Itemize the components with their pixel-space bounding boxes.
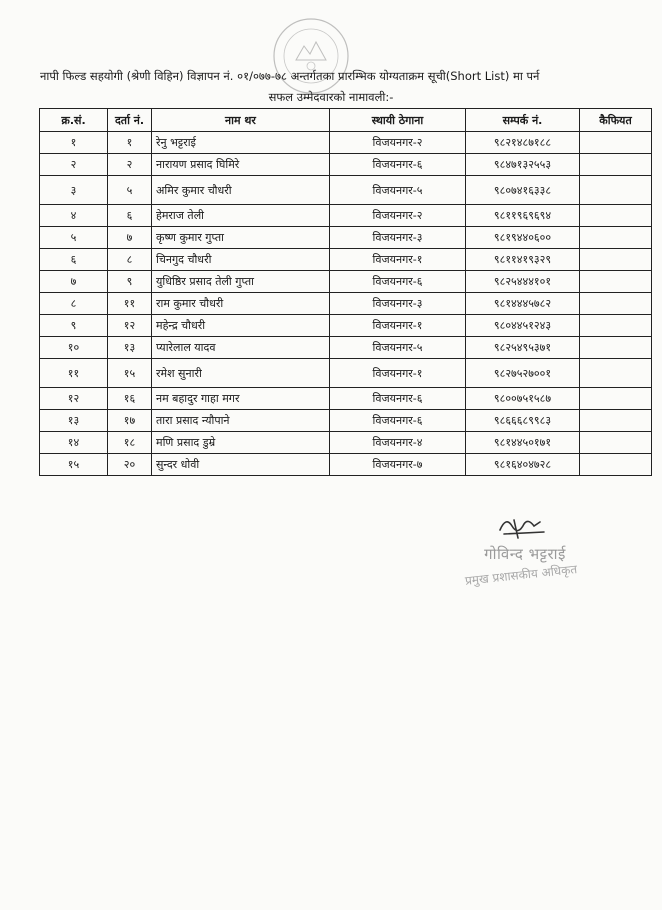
cell-registration: २० xyxy=(108,454,152,476)
table-row xyxy=(40,271,652,293)
cell-contact: ९८६६६८९९८३ xyxy=(466,410,580,432)
handwritten-signature xyxy=(494,512,554,542)
cell-contact: ९८२५४४४१०१ xyxy=(466,271,580,293)
cell-contact: ९८२७५२७००१ xyxy=(466,359,580,388)
cell-registration: १६ xyxy=(108,388,152,410)
cell-remarks xyxy=(580,154,652,176)
cell-remarks xyxy=(580,454,652,476)
cell-remarks xyxy=(580,337,652,359)
table-row xyxy=(40,132,652,154)
table-row xyxy=(40,249,652,271)
cell-address: विजयनगर-१ xyxy=(330,249,466,271)
cell-remarks xyxy=(580,359,652,388)
cell-serial: ११ xyxy=(40,359,108,388)
header-name: नाम थर xyxy=(152,109,330,132)
table-row xyxy=(40,154,652,176)
cell-registration: १५ xyxy=(108,359,152,388)
document-subheading: सफल उम्मेदवारको नामावली:- xyxy=(268,90,394,104)
table-row xyxy=(40,293,652,315)
cell-registration: ९ xyxy=(108,271,152,293)
table-row xyxy=(40,454,652,476)
table-row xyxy=(40,315,652,337)
cell-address: विजयनगर-१ xyxy=(330,315,466,337)
table-row xyxy=(40,388,652,410)
cell-serial: ५ xyxy=(40,227,108,249)
cell-address: विजयनगर-२ xyxy=(330,205,466,227)
cell-serial: ६ xyxy=(40,249,108,271)
cell-address: विजयनगर-६ xyxy=(330,154,466,176)
table-row xyxy=(40,410,652,432)
cell-registration: १ xyxy=(108,132,152,154)
cell-name: अमिर कुमार चौधरी xyxy=(152,176,330,205)
cell-contact: ९८२१४८७१८८ xyxy=(466,132,580,154)
cell-name: रमेश सुनारी xyxy=(152,359,330,388)
cell-address: विजयनगर-३ xyxy=(330,293,466,315)
cell-remarks xyxy=(580,293,652,315)
cell-address: विजयनगर-५ xyxy=(330,176,466,205)
table-body xyxy=(40,132,652,476)
cell-registration: १२ xyxy=(108,315,152,337)
cell-serial: १५ xyxy=(40,454,108,476)
cell-remarks xyxy=(580,432,652,454)
cell-registration: १८ xyxy=(108,432,152,454)
cell-address: विजयनगर-६ xyxy=(330,410,466,432)
signatory-name: गोविन्द भट्टराई xyxy=(484,545,566,563)
cell-name: राम कुमार चौधरी xyxy=(152,293,330,315)
cell-registration: ६ xyxy=(108,205,152,227)
cell-address: विजयनगर-१ xyxy=(330,359,466,388)
cell-registration: ८ xyxy=(108,249,152,271)
cell-serial: ४ xyxy=(40,205,108,227)
shortlist-table xyxy=(39,108,652,476)
cell-contact: ९८१४४४५७८२ xyxy=(466,293,580,315)
cell-contact: ९८११९६९६९४ xyxy=(466,205,580,227)
cell-name: युधिष्ठिर प्रसाद तेली गुप्ता xyxy=(152,271,330,293)
header-registration: दर्ता नं. xyxy=(108,109,152,132)
table-row xyxy=(40,337,652,359)
cell-registration: १३ xyxy=(108,337,152,359)
cell-serial: ८ xyxy=(40,293,108,315)
header-address: स्थायी ठेगाना xyxy=(330,109,466,132)
table-row xyxy=(40,227,652,249)
cell-serial: १३ xyxy=(40,410,108,432)
cell-remarks xyxy=(580,388,652,410)
cell-address: विजयनगर-४ xyxy=(330,432,466,454)
cell-remarks xyxy=(580,205,652,227)
cell-address: विजयनगर-६ xyxy=(330,271,466,293)
header-serial: क्र.सं. xyxy=(40,109,108,132)
header-contact: सम्पर्क नं. xyxy=(466,109,580,132)
table-row xyxy=(40,176,652,205)
cell-registration: २ xyxy=(108,154,152,176)
cell-name: रेनु भट्टराई xyxy=(152,132,330,154)
table-row xyxy=(40,432,652,454)
cell-serial: १४ xyxy=(40,432,108,454)
cell-serial: १ xyxy=(40,132,108,154)
cell-serial: १२ xyxy=(40,388,108,410)
cell-serial: १० xyxy=(40,337,108,359)
cell-contact: ९८१९४४०६०० xyxy=(466,227,580,249)
cell-serial: २ xyxy=(40,154,108,176)
cell-registration: ७ xyxy=(108,227,152,249)
cell-name: कृष्ण कुमार गुप्ता xyxy=(152,227,330,249)
cell-remarks xyxy=(580,249,652,271)
cell-remarks xyxy=(580,227,652,249)
cell-remarks xyxy=(580,132,652,154)
cell-name: मणि प्रसाद डुम्रे xyxy=(152,432,330,454)
cell-name: तारा प्रसाद न्यौपाने xyxy=(152,410,330,432)
cell-registration: ११ xyxy=(108,293,152,315)
cell-remarks xyxy=(580,410,652,432)
cell-contact: ९८०७४१६३३८ xyxy=(466,176,580,205)
cell-contact: ९८००७५१५८७ xyxy=(466,388,580,410)
cell-serial: ७ xyxy=(40,271,108,293)
cell-name: चिनगुद चौधरी xyxy=(152,249,330,271)
cell-address: विजयनगर-५ xyxy=(330,337,466,359)
cell-name: प्यारेलाल यादव xyxy=(152,337,330,359)
cell-contact: ९८११४१९३२९ xyxy=(466,249,580,271)
cell-address: विजयनगर-२ xyxy=(330,132,466,154)
signature-block xyxy=(450,512,600,602)
cell-registration: ५ xyxy=(108,176,152,205)
cell-remarks xyxy=(580,176,652,205)
cell-serial: ९ xyxy=(40,315,108,337)
municipality-seal-stamp xyxy=(268,16,354,96)
cell-contact: ९८१६४०४७२८ xyxy=(466,454,580,476)
cell-contact: ९८४७१३२५५३ xyxy=(466,154,580,176)
cell-remarks xyxy=(580,315,652,337)
cell-contact: ९८०४४५१२४३ xyxy=(466,315,580,337)
table-row xyxy=(40,359,652,388)
header-remarks: कैफियत xyxy=(580,109,652,132)
cell-name: नम बहादुर गाहा मगर xyxy=(152,388,330,410)
cell-name: महेन्द्र चौधरी xyxy=(152,315,330,337)
cell-address: विजयनगर-७ xyxy=(330,454,466,476)
cell-contact: ९८१४४५०१७१ xyxy=(466,432,580,454)
cell-name: हेमराज तेली xyxy=(152,205,330,227)
cell-remarks xyxy=(580,271,652,293)
cell-serial: ३ xyxy=(40,176,108,205)
cell-address: विजयनगर-३ xyxy=(330,227,466,249)
cell-address: विजयनगर-६ xyxy=(330,388,466,410)
signatory-title: प्रमुख प्रशासकीय अधिकृत xyxy=(464,562,578,588)
document-heading: नापी फिल्ड सहयोगी (श्रेणी विहिन) विज्ञापन नं. ०१/०७७-७८ अन्तर्गतका प्रारम्भिक योग्यताक्रम सूची(Short List) मा पर्न xyxy=(40,69,540,83)
cell-registration: १७ xyxy=(108,410,152,432)
cell-name: सुन्दर धोवी xyxy=(152,454,330,476)
table-header-row xyxy=(40,109,652,132)
cell-name: नारायण प्रसाद घिमिरे xyxy=(152,154,330,176)
table-row xyxy=(40,205,652,227)
cell-contact: ९८२५४९५३७१ xyxy=(466,337,580,359)
